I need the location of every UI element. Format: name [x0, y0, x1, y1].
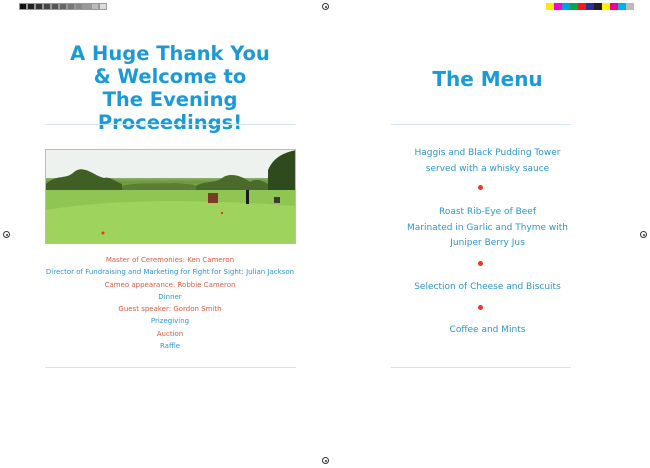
separator-dot-icon [478, 261, 483, 266]
menu-course-starter [325, 146, 650, 177]
course-line: Coffee and Mints [449, 325, 526, 335]
title-line: & Welcome to [93, 65, 247, 88]
program-item: Dinner [158, 292, 182, 301]
menu-course-coffee [325, 323, 650, 339]
course-line: served with a whisky sauce [425, 163, 550, 174]
course-line: Marinated in Garlic and Thyme with [407, 222, 568, 233]
title-line: A Huge Thank You [70, 42, 270, 65]
evening-program [30, 254, 310, 352]
program-item: Raffle [159, 342, 181, 351]
separator-dot-icon [478, 185, 483, 190]
separator-dot-icon [478, 305, 483, 310]
program-item: Director of Fundraising and Marketing for Fight for Sight: Julian Jackson [45, 268, 295, 277]
menu-course-main [325, 205, 650, 252]
title-line: The Evening Proceedings! [97, 88, 243, 134]
welcome-title [30, 42, 310, 134]
divider [45, 124, 296, 125]
course-line: Roast Rib-Eye of Beef [438, 207, 537, 217]
program-item: Master of Ceremonies: Ken Cameron [105, 256, 235, 264]
divider [45, 367, 296, 368]
course-line: Juniper Berry Jus [450, 238, 525, 248]
menu-title: The Menu [432, 67, 543, 91]
course-line: Haggis and Black Pudding Tower [414, 148, 561, 158]
course-line: Selection of Cheese and Biscuits [414, 282, 561, 292]
program-item: Auction [156, 329, 184, 338]
golf-course-photo-icon [45, 149, 296, 244]
menu-course-cheese [325, 280, 650, 296]
program-item: Cameo appearance: Robbie Cameron [104, 280, 236, 289]
right-page [325, 0, 650, 468]
divider [391, 367, 571, 368]
divider [391, 124, 571, 125]
program-item: Prizegiving [150, 317, 190, 326]
program-item: Guest speaker: Gordon Smith [118, 305, 222, 314]
